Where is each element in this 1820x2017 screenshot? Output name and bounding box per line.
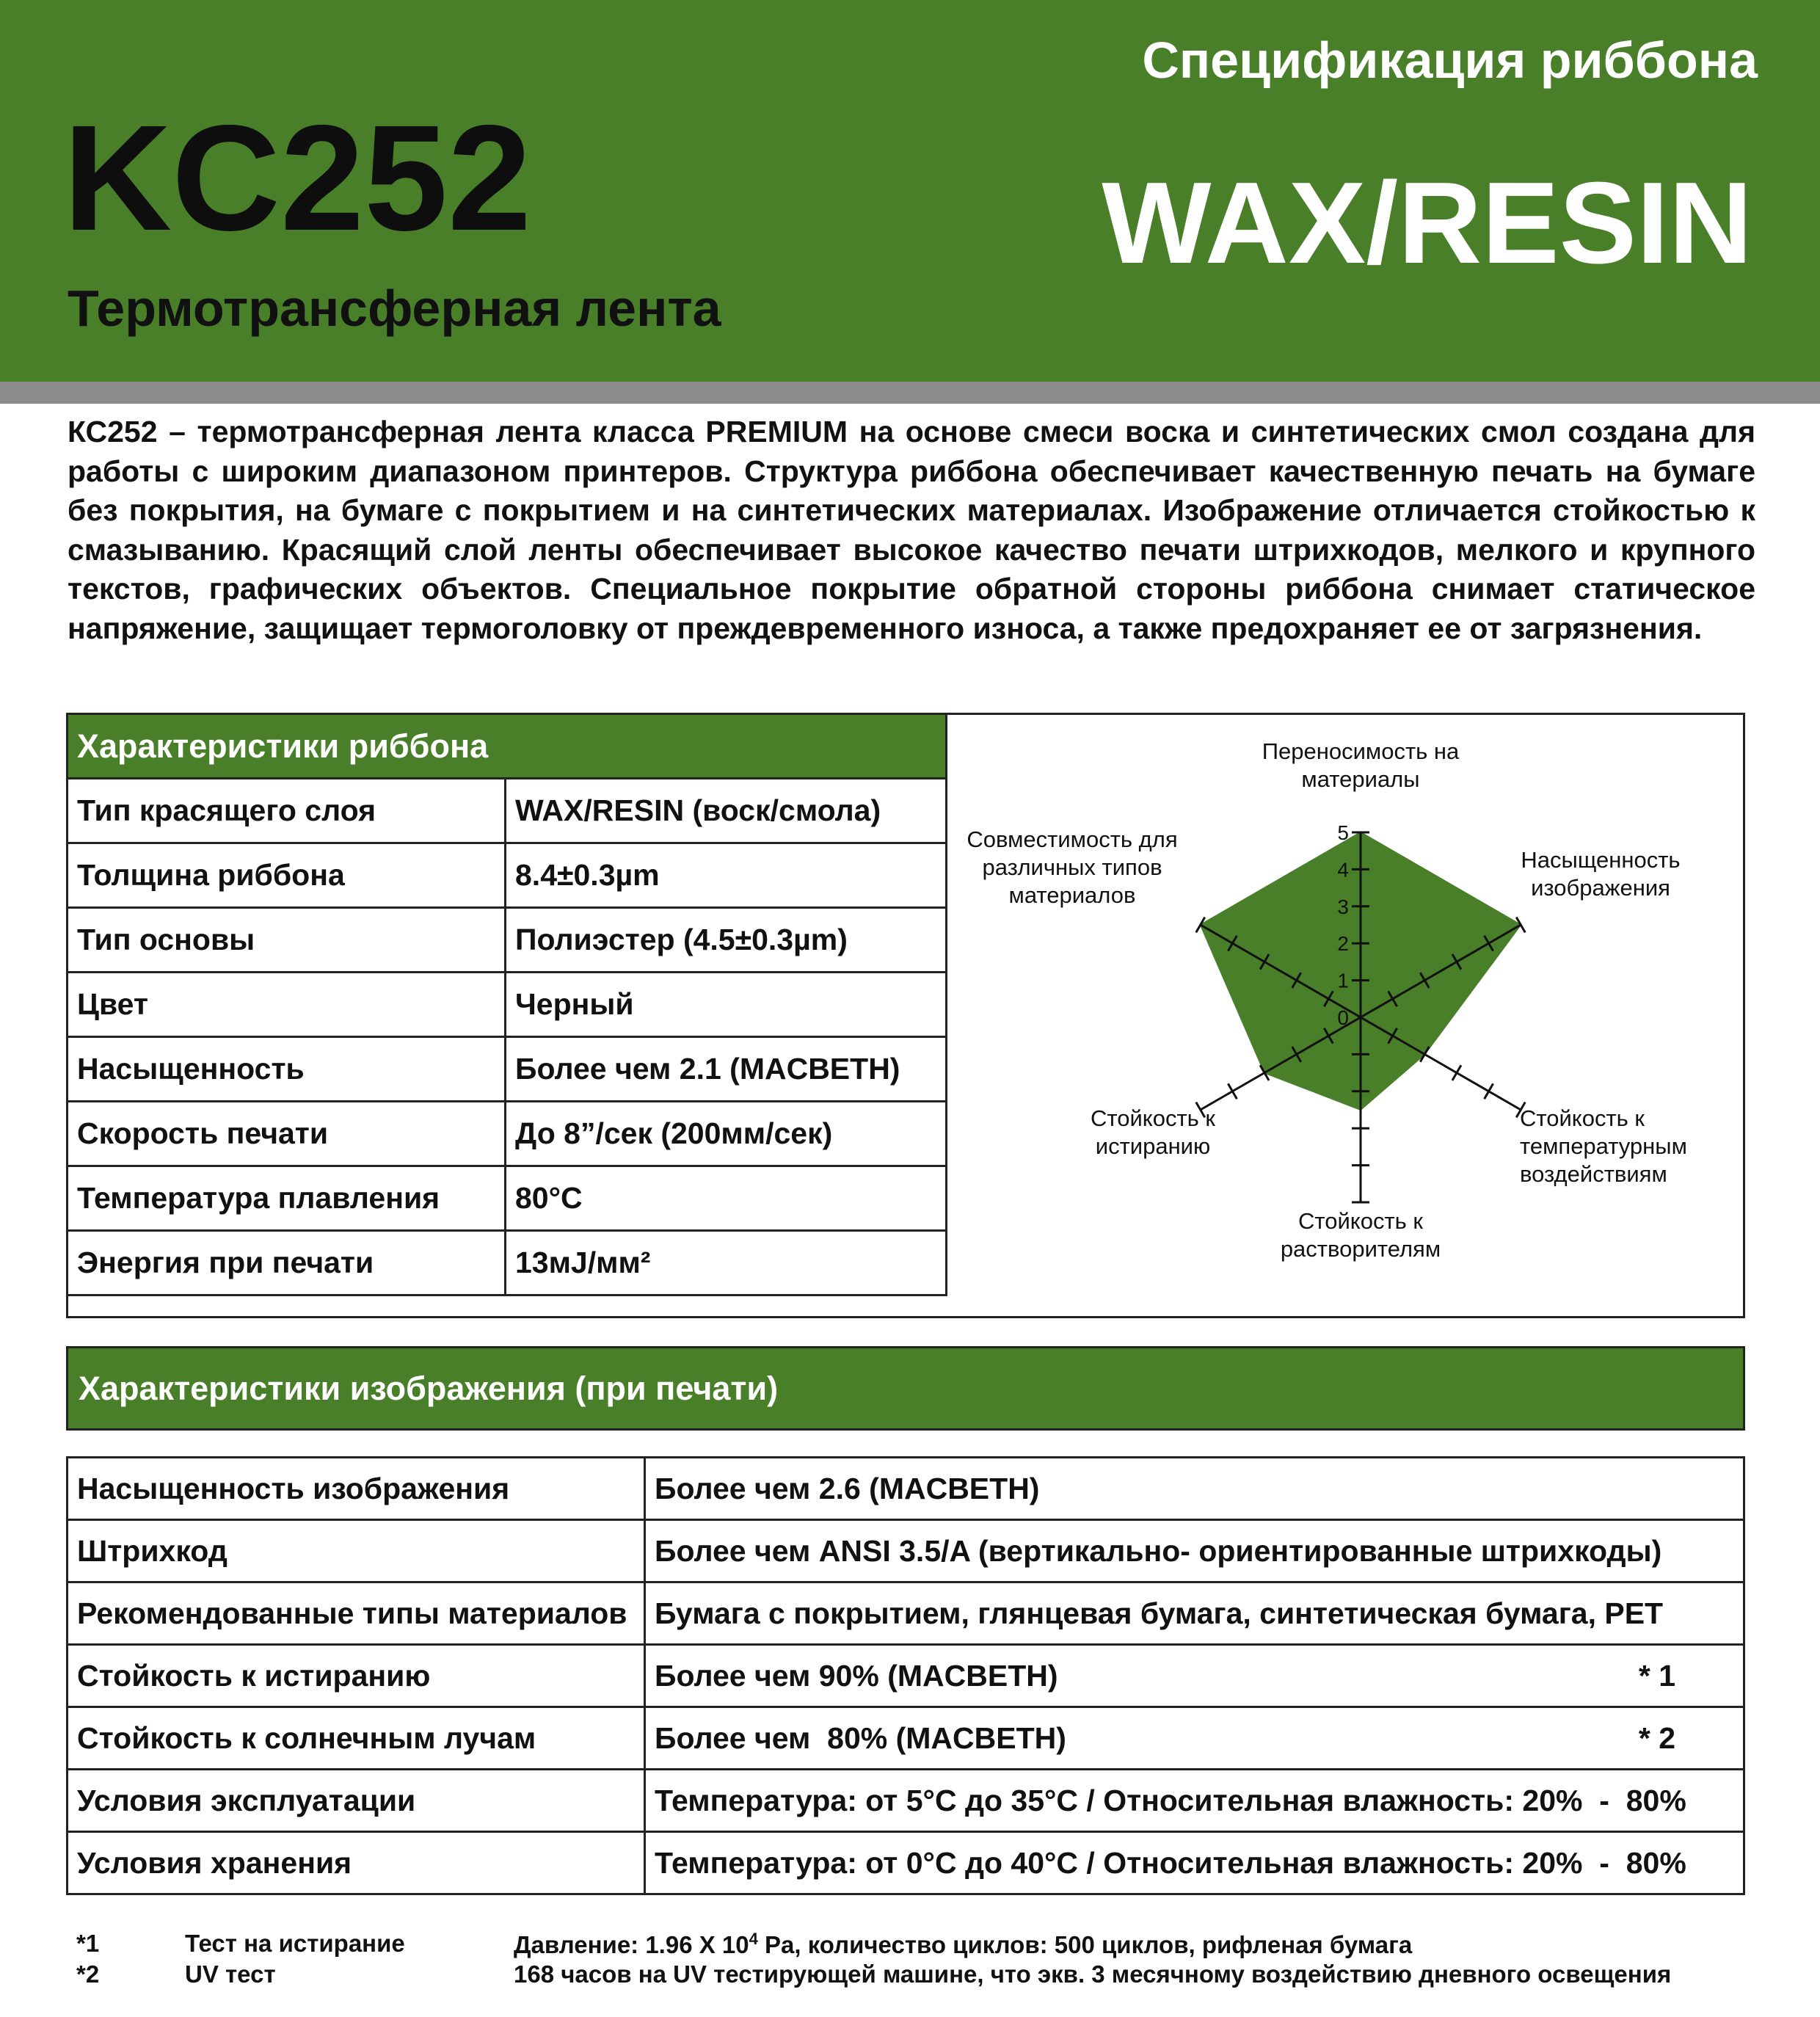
spec-label: Цвет — [68, 973, 506, 1037]
radar-scale-label: 3 — [1337, 895, 1349, 918]
table-row — [68, 1102, 947, 1166]
footnote-ref: * 1 — [1638, 1658, 1675, 1693]
table-row — [68, 1231, 947, 1295]
spec-label: Энергия при печати — [68, 1231, 506, 1295]
spec-value — [645, 1458, 1744, 1520]
table-row — [68, 1645, 1744, 1707]
table-row — [68, 1707, 1744, 1770]
footnote-superscript: 4 — [749, 1930, 758, 1948]
radar-axis-label: материалы — [1301, 766, 1420, 792]
radar-axis-label: растворителям — [1280, 1236, 1441, 1262]
footnote-name: Тест на истирание — [185, 1930, 405, 1957]
footnote-mark: *1 — [76, 1930, 100, 1957]
spec-label: Стойкость к солнечным лучам — [68, 1707, 645, 1770]
ribbon-type: WAX/RESIN — [1102, 159, 1752, 288]
radar-axis-label: истиранию — [1095, 1133, 1211, 1159]
radar-axis-label: Переносимость на — [1262, 738, 1460, 764]
radar-axis-label: температурным — [1520, 1133, 1687, 1159]
spec-value: 13мJ/мм² — [506, 1231, 947, 1295]
spec-value — [645, 1707, 1744, 1770]
spec-label: Толщина риббона — [68, 843, 506, 908]
spec-label: Стойкость к истиранию — [68, 1645, 645, 1707]
radar-axis-label: материалов — [1008, 882, 1136, 908]
spec-value-text: Более чем 90% (MACBETH) — [655, 1658, 1058, 1693]
table-row — [68, 1037, 947, 1102]
radar-axis-label: Стойкость к — [1298, 1208, 1423, 1234]
spec-label: Температура плавления — [68, 1166, 506, 1231]
footnote-text-part: Давление: 1.96 X 10 — [514, 1931, 749, 1958]
footnote-ref: * 2 — [1638, 1720, 1675, 1755]
radar-axis-label: Стойкость к — [1520, 1105, 1645, 1131]
spec-value: 8.4±0.3µm — [506, 843, 947, 908]
table-row — [68, 1520, 1744, 1582]
footnote-text — [514, 1930, 1412, 1959]
footnote-mark: *2 — [76, 1960, 100, 1988]
spec-label: Насыщенность — [68, 1037, 506, 1102]
spec-value: Более чем 2.1 (MACBETH) — [506, 1037, 947, 1102]
radar-axis-label: изображения — [1531, 875, 1670, 901]
spec-value — [645, 1770, 1744, 1832]
spec-label: Тип красящего слоя — [68, 779, 506, 843]
spec-value: До 8”/сек (200мм/сек) — [506, 1102, 947, 1166]
spec-value — [645, 1520, 1744, 1582]
radar-scale-label: 2 — [1337, 932, 1349, 956]
intro-paragraph: КС252 – термотрансферная лента класса PREMIUM на основе смеси воска и синтетических смол создана для работы с широким диапазоном принтеров. Структура риббона обеспечивает качественную печать на бумаге без покрытия, на бумаге с покрытием и на синтетических материалах. Изображение отличается стойкостью к смазыванию. Красящий слой ленты обеспечивает высокое качество печати штрихкодов, мелкого и крупного текстов, графических объектов. Специальное покрытие обратной стороны риббона снимает статическое напряжение, защищает термоголовку от преждевременного износа, а также предохраняет ее от загрязнения. — [68, 415, 1755, 645]
radar-chart — [947, 715, 1743, 1316]
spec-value-text: Более чем ANSI 3.5/A (вертикально- ориентированные штрихкоды) — [655, 1533, 1662, 1568]
table-row — [68, 908, 947, 973]
spec-value-text: Температура: от 0°С до 40°С / Относительная влажность: 20% - 80% — [655, 1845, 1686, 1880]
image-specs-title: Характеристики изображения (при печати) — [66, 1346, 1745, 1431]
spec-label: Скорость печати — [68, 1102, 506, 1166]
footnote-text: 168 часов на UV тестирующей машине, что экв. 3 месячному воздействию дневного освещения — [514, 1960, 1672, 1988]
radar-tick-mark — [1228, 1083, 1237, 1099]
image-specs-table — [66, 1456, 1745, 1895]
product-subtitle: Термотрансферная лента — [68, 280, 721, 337]
radar-scale-label: 4 — [1337, 858, 1349, 882]
spec-label: Насыщенность изображения — [68, 1458, 645, 1520]
radar-scale-label: 1 — [1337, 969, 1349, 992]
table-row — [68, 1582, 1744, 1645]
spec-label: Штрихкод — [68, 1520, 645, 1582]
spec-value: 80°С — [506, 1166, 947, 1231]
spec-value-text: Бумага с покрытием, глянцевая бумага, синтетическая бумага, PET — [655, 1596, 1664, 1630]
radar-axis-label: Насыщенность — [1521, 847, 1681, 873]
ribbon-specs-title: Характеристики риббона — [68, 714, 947, 779]
spec-value-text: Более чем 80% (MACBETH) — [655, 1720, 1066, 1755]
header-divider — [0, 382, 1820, 404]
table-row — [68, 1166, 947, 1231]
footnote-name: UV тест — [185, 1960, 276, 1988]
spec-value-text: Температура: от 5°С до 35°С / Относительная влажность: 20% - 80% — [655, 1783, 1686, 1817]
table-row — [68, 843, 947, 908]
spec-value: WAX/RESIN (воск/смола) — [506, 779, 947, 843]
spec-label: Условия эксплуатации — [68, 1770, 645, 1832]
spec-value: Черный — [506, 973, 947, 1037]
spec-value — [645, 1582, 1744, 1645]
spec-value — [645, 1832, 1744, 1894]
radar-axis-label: воздействиям — [1520, 1161, 1667, 1187]
spec-label: Тип основы — [68, 908, 506, 973]
spec-value: Полиэстер (4.5±0.3µm) — [506, 908, 947, 973]
radar-scale-label: 0 — [1337, 1006, 1349, 1029]
radar-axis-label: различных типов — [982, 854, 1162, 880]
spec-value-text: Более чем 2.6 (MACBETH) — [655, 1471, 1040, 1505]
radar-tick-mark — [1485, 1083, 1493, 1099]
footnote-text-part: Pa, количество циклов: 500 циклов, рифленая бумага — [757, 1931, 1413, 1958]
table-row — [68, 1832, 1744, 1894]
spec-value — [645, 1645, 1744, 1707]
table-row — [68, 779, 947, 843]
radar-axis-label: Стойкость к — [1091, 1105, 1215, 1131]
model-name: KC252 — [63, 94, 532, 262]
radar-tick-mark — [1452, 1065, 1461, 1080]
spec-title: Спецификация риббона — [1142, 32, 1758, 89]
spec-label: Условия хранения — [68, 1832, 645, 1894]
table-row — [68, 1458, 1744, 1520]
radar-scale-label: 5 — [1337, 821, 1349, 844]
radar-axis-label: Совместимость для — [967, 826, 1178, 852]
spec-label: Рекомендованные типы материалов — [68, 1582, 645, 1645]
table-row — [68, 973, 947, 1037]
ribbon-specs-table — [66, 713, 947, 1296]
table-row — [68, 1770, 1744, 1832]
